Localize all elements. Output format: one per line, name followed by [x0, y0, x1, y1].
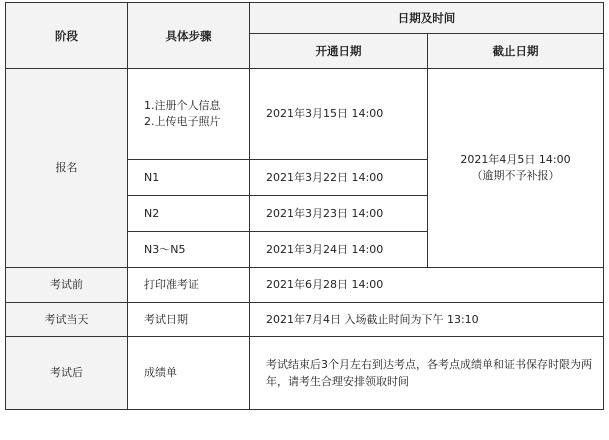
registration-close-date-cell — [428, 69, 604, 268]
stage-exam-day: 考试当天 — [6, 303, 128, 337]
step-score-report: 成绩单 — [128, 337, 250, 410]
table-row — [6, 69, 604, 160]
step-level-cell: N1 — [128, 160, 250, 196]
table-row — [6, 337, 604, 410]
exam-schedule-table — [5, 2, 604, 410]
step-register-info: 1.注册个人信息 — [144, 99, 221, 112]
step-print-admission: 打印准考证 — [128, 268, 250, 303]
header-row-1 — [6, 3, 604, 34]
open-date-cell: 2021年3月15日 14:00 — [250, 69, 428, 160]
open-date-cell: 2021年3月22日 14:00 — [250, 160, 428, 196]
registration-close-date: 2021年4月5日 14:00 — [460, 153, 571, 166]
table-row — [6, 268, 604, 303]
step-exam-date: 考试日期 — [128, 303, 250, 337]
open-date-cell: 2021年3月23日 14:00 — [250, 196, 428, 232]
step-level-cell: N3～N5 — [128, 232, 250, 268]
exam-day-date: 2021年7月4日 入场截止时间为下午 13:10 — [250, 303, 604, 337]
header-open-date: 开通日期 — [250, 34, 428, 69]
step-upload-photo: 2.上传电子照片 — [144, 115, 221, 128]
step-level-cell: N2 — [128, 196, 250, 232]
stage-after-exam: 考试后 — [6, 337, 128, 410]
header-close-date: 截止日期 — [428, 34, 604, 69]
registration-close-note: （逾期不予补报） — [471, 169, 560, 182]
registration-steps-cell — [128, 69, 250, 160]
stage-registration: 报名 — [6, 69, 128, 268]
stage-before-exam: 考试前 — [6, 268, 128, 303]
header-date-time: 日期及时间 — [250, 3, 604, 34]
header-stage: 阶段 — [6, 3, 128, 69]
open-date-cell: 2021年3月24日 14:00 — [250, 232, 428, 268]
after-exam-note: 考试结束后3个月左右到达考点，各考点成绩单和证书保存时限为两年，请考生合理安排领取时间 — [250, 337, 604, 410]
table-row — [6, 303, 604, 337]
before-exam-date: 2021年6月28日 14:00 — [250, 268, 604, 303]
header-steps: 具体步骤 — [128, 3, 250, 69]
